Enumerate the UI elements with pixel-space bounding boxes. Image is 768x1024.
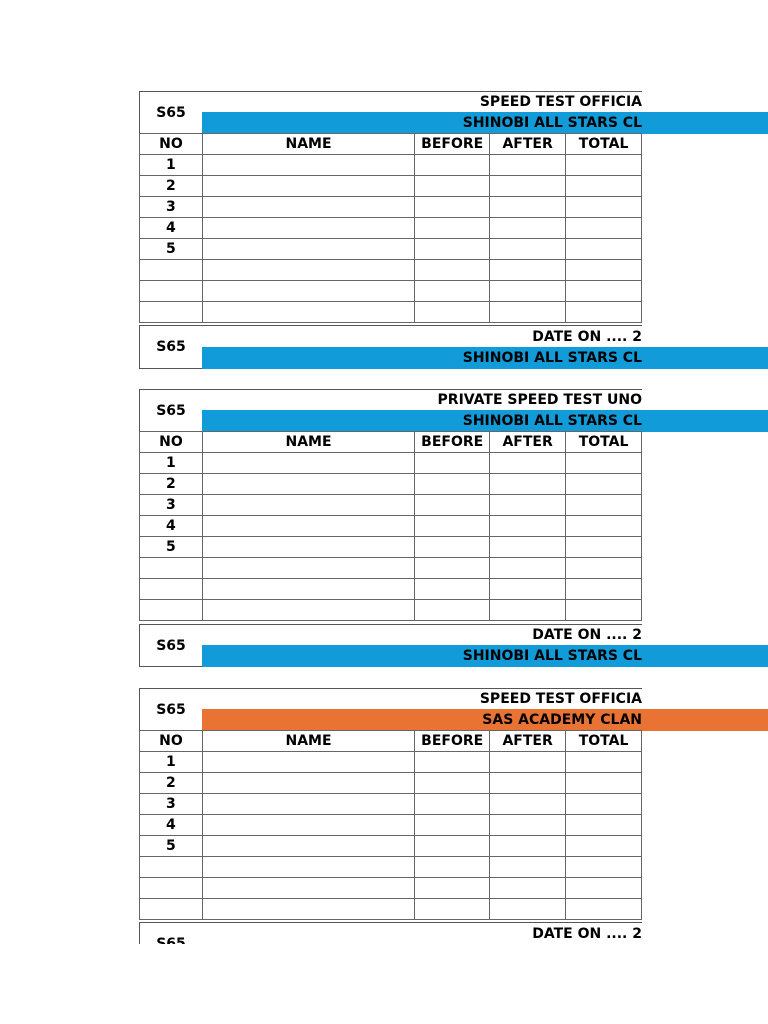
total-cell[interactable]: [566, 752, 642, 773]
table-row: [140, 281, 642, 302]
speed-test-sheet-3: [139, 688, 768, 966]
table-row: [140, 878, 642, 899]
name-cell[interactable]: [202, 281, 414, 302]
before-cell[interactable]: [415, 197, 490, 218]
after-cell[interactable]: [490, 197, 566, 218]
table-row: [140, 155, 642, 176]
row-number: 3: [140, 495, 203, 516]
table-row: [140, 218, 642, 239]
row-number: 2: [140, 176, 203, 197]
clan-band-text: SHINOBI ALL STARS CL: [462, 115, 642, 131]
after-cell[interactable]: [490, 537, 566, 558]
clan-band: [202, 112, 768, 134]
sheet-code-text: S65: [156, 701, 186, 718]
col-header-before: BEFORE: [415, 731, 490, 752]
footer-date: [202, 624, 642, 645]
after-cell[interactable]: [490, 899, 566, 920]
row-number: [140, 579, 203, 600]
footer-date: [202, 922, 642, 944]
after-cell[interactable]: [490, 302, 566, 323]
score-table: [139, 431, 642, 621]
table-row: [140, 537, 642, 558]
col-header-before: BEFORE: [415, 134, 490, 155]
after-cell[interactable]: [490, 752, 566, 773]
sheet-title: [202, 688, 642, 709]
total-cell[interactable]: [566, 260, 642, 281]
before-cell[interactable]: [415, 260, 490, 281]
name-cell[interactable]: [202, 857, 414, 878]
clan-band-text: SHINOBI ALL STARS CL: [462, 413, 642, 429]
row-number: 1: [140, 453, 203, 474]
row-number: [140, 281, 203, 302]
footer-code: [139, 325, 202, 369]
col-header-total: TOTAL: [566, 432, 642, 453]
table-row: [140, 302, 642, 323]
row-number: 1: [140, 155, 203, 176]
total-cell[interactable]: [566, 176, 642, 197]
after-cell[interactable]: [490, 239, 566, 260]
total-cell[interactable]: [566, 495, 642, 516]
after-cell[interactable]: [490, 773, 566, 794]
before-cell[interactable]: [415, 453, 490, 474]
table-header-row: [140, 432, 642, 453]
after-cell[interactable]: [490, 836, 566, 857]
total-cell[interactable]: [566, 558, 642, 579]
before-cell[interactable]: [415, 836, 490, 857]
after-cell[interactable]: [490, 857, 566, 878]
total-cell[interactable]: [566, 899, 642, 920]
before-cell[interactable]: [415, 239, 490, 260]
table-row: [140, 495, 642, 516]
col-header-no: NO: [140, 731, 203, 752]
row-number: [140, 260, 203, 281]
col-header-no: NO: [140, 134, 203, 155]
sheet-code-text: S65: [156, 402, 186, 419]
table-row: [140, 752, 642, 773]
name-cell[interactable]: [202, 260, 414, 281]
footer-code: [139, 624, 202, 667]
total-cell[interactable]: [566, 453, 642, 474]
clan-band: [202, 410, 768, 432]
after-cell[interactable]: [490, 218, 566, 239]
row-number: [140, 878, 203, 899]
name-cell[interactable]: [202, 600, 414, 621]
col-header-name: NAME: [202, 134, 414, 155]
row-number: [140, 302, 203, 323]
table-row: [140, 260, 642, 281]
after-cell[interactable]: [490, 794, 566, 815]
total-cell[interactable]: [566, 218, 642, 239]
footer-code-text: S65: [156, 637, 186, 654]
name-cell[interactable]: [202, 794, 414, 815]
before-cell[interactable]: [415, 176, 490, 197]
name-cell[interactable]: [202, 453, 414, 474]
table-row: [140, 857, 642, 878]
name-cell[interactable]: [202, 752, 414, 773]
sheet-title: [202, 91, 642, 112]
row-number: 2: [140, 474, 203, 495]
name-cell[interactable]: [202, 155, 414, 176]
before-cell[interactable]: [415, 794, 490, 815]
sheet-title-text: PRIVATE SPEED TEST UNO: [437, 392, 642, 408]
row-number: 5: [140, 836, 203, 857]
name-cell[interactable]: [202, 495, 414, 516]
sheet-code: [139, 389, 202, 432]
before-cell[interactable]: [415, 516, 490, 537]
after-cell[interactable]: [490, 878, 566, 899]
before-cell[interactable]: [415, 537, 490, 558]
row-number: 1: [140, 752, 203, 773]
col-header-after: AFTER: [490, 134, 566, 155]
col-header-no: NO: [140, 432, 203, 453]
name-cell[interactable]: [202, 239, 414, 260]
footer-date-text: DATE ON .... 2: [532, 925, 642, 942]
table-row: [140, 474, 642, 495]
after-cell[interactable]: [490, 281, 566, 302]
table-row: [140, 773, 642, 794]
before-cell[interactable]: [415, 218, 490, 239]
name-cell[interactable]: [202, 218, 414, 239]
table-row: [140, 815, 642, 836]
after-cell[interactable]: [490, 600, 566, 621]
table-row: [140, 836, 642, 857]
col-header-before: BEFORE: [415, 432, 490, 453]
sheet-code: [139, 91, 202, 134]
sheet-code-text: S65: [156, 104, 186, 121]
before-cell[interactable]: [415, 857, 490, 878]
footer-clan-text: SHINOBI ALL STARS CL: [462, 648, 642, 664]
total-cell[interactable]: [566, 239, 642, 260]
table-header-row: [140, 731, 642, 752]
after-cell[interactable]: [490, 155, 566, 176]
score-table: [139, 133, 642, 323]
total-cell[interactable]: [566, 302, 642, 323]
after-cell[interactable]: [490, 474, 566, 495]
row-number: 3: [140, 794, 203, 815]
total-cell[interactable]: [566, 155, 642, 176]
after-cell[interactable]: [490, 495, 566, 516]
table-row: [140, 558, 642, 579]
table-row: [140, 239, 642, 260]
row-number: 4: [140, 516, 203, 537]
table-header-row: [140, 134, 642, 155]
sheet-title: [202, 389, 642, 410]
clan-band: [202, 709, 768, 731]
name-cell[interactable]: [202, 773, 414, 794]
row-number: 4: [140, 218, 203, 239]
name-cell[interactable]: [202, 197, 414, 218]
footer-date-text: DATE ON .... 2: [532, 627, 642, 643]
row-number: 5: [140, 537, 203, 558]
row-number: 3: [140, 197, 203, 218]
speed-test-sheet-1: [139, 91, 768, 369]
col-header-name: NAME: [202, 731, 414, 752]
table-row: [140, 176, 642, 197]
before-cell[interactable]: [415, 474, 490, 495]
after-cell[interactable]: [490, 260, 566, 281]
sheet-code: [139, 688, 202, 731]
clan-band-text: SAS ACADEMY CLAN: [482, 712, 642, 728]
total-cell[interactable]: [566, 281, 642, 302]
before-cell[interactable]: [415, 773, 490, 794]
total-cell[interactable]: [566, 516, 642, 537]
name-cell[interactable]: [202, 815, 414, 836]
total-cell[interactable]: [566, 857, 642, 878]
table-row: [140, 600, 642, 621]
page-bottom-cutoff: [0, 944, 768, 1024]
total-cell[interactable]: [566, 836, 642, 857]
table-row: [140, 516, 642, 537]
total-cell[interactable]: [566, 197, 642, 218]
before-cell[interactable]: [415, 155, 490, 176]
total-cell[interactable]: [566, 600, 642, 621]
name-cell[interactable]: [202, 537, 414, 558]
row-number: [140, 558, 203, 579]
row-number: 5: [140, 239, 203, 260]
before-cell[interactable]: [415, 878, 490, 899]
sheet-title-text: SPEED TEST OFFICIA: [479, 94, 642, 110]
before-cell[interactable]: [415, 302, 490, 323]
name-cell[interactable]: [202, 516, 414, 537]
col-header-name: NAME: [202, 432, 414, 453]
after-cell[interactable]: [490, 516, 566, 537]
before-cell[interactable]: [415, 495, 490, 516]
row-number: 4: [140, 815, 203, 836]
total-cell[interactable]: [566, 579, 642, 600]
name-cell[interactable]: [202, 302, 414, 323]
before-cell[interactable]: [415, 281, 490, 302]
before-cell[interactable]: [415, 579, 490, 600]
table-row: [140, 197, 642, 218]
row-number: [140, 857, 203, 878]
name-cell[interactable]: [202, 579, 414, 600]
table-row: [140, 794, 642, 815]
total-cell[interactable]: [566, 773, 642, 794]
before-cell[interactable]: [415, 600, 490, 621]
speed-test-sheet-2: [139, 389, 768, 667]
row-number: [140, 899, 203, 920]
score-table: [139, 730, 642, 920]
name-cell[interactable]: [202, 878, 414, 899]
after-cell[interactable]: [490, 176, 566, 197]
footer-clan-text: SHINOBI ALL STARS CL: [462, 350, 642, 366]
table-row: [140, 453, 642, 474]
after-cell[interactable]: [490, 558, 566, 579]
after-cell[interactable]: [490, 579, 566, 600]
col-header-after: AFTER: [490, 731, 566, 752]
after-cell[interactable]: [490, 815, 566, 836]
name-cell[interactable]: [202, 899, 414, 920]
name-cell[interactable]: [202, 836, 414, 857]
footer-clan-band: [202, 347, 768, 369]
footer-date-text: DATE ON .... 2: [532, 328, 642, 345]
name-cell[interactable]: [202, 176, 414, 197]
row-number: [140, 600, 203, 621]
sheet-title-text: SPEED TEST OFFICIA: [479, 691, 642, 707]
footer-date: [202, 325, 642, 347]
name-cell[interactable]: [202, 474, 414, 495]
total-cell[interactable]: [566, 815, 642, 836]
table-row: [140, 579, 642, 600]
total-cell[interactable]: [566, 794, 642, 815]
total-cell[interactable]: [566, 474, 642, 495]
footer-code-text: S65: [156, 339, 186, 355]
footer-clan-band: [202, 645, 768, 667]
row-number: 2: [140, 773, 203, 794]
before-cell[interactable]: [415, 815, 490, 836]
col-header-after: AFTER: [490, 432, 566, 453]
total-cell[interactable]: [566, 537, 642, 558]
total-cell[interactable]: [566, 878, 642, 899]
name-cell[interactable]: [202, 558, 414, 579]
before-cell[interactable]: [415, 752, 490, 773]
after-cell[interactable]: [490, 453, 566, 474]
col-header-total: TOTAL: [566, 134, 642, 155]
before-cell[interactable]: [415, 558, 490, 579]
col-header-total: TOTAL: [566, 731, 642, 752]
table-row: [140, 899, 642, 920]
before-cell[interactable]: [415, 899, 490, 920]
